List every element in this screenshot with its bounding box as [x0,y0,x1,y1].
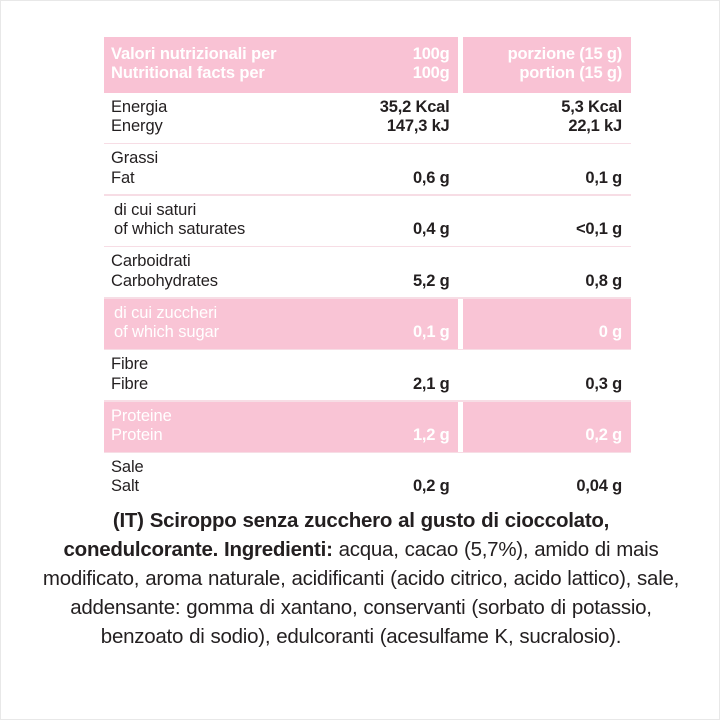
row-line-english [111,117,450,136]
row-portion-cell [463,453,631,503]
row-line-english [111,272,450,291]
row-value-col2-line1 [618,407,622,426]
table-row [104,299,631,349]
row-portion-line1 [471,201,622,220]
ingredients-heading: (IT) Sciroppo senza zucchero al gusto di cioccolato, conedulcorante. Ingredienti: [63,509,610,562]
header-label-cell [104,37,458,93]
row-line-italian [114,304,450,323]
row-label-cell [104,247,458,297]
row-value-col1-line2: 0,1 g [412,323,450,342]
row-portion-line2 [471,426,622,445]
row-portion-line1 [471,407,622,426]
row-value-col2-line1 [618,201,622,220]
table-row [104,196,631,246]
row-portion-line2 [471,477,622,496]
row-label-cell [104,196,458,246]
row-value-col2-line2: 0,04 g [576,477,622,496]
table-row [104,350,631,400]
row-name-it: Sale [111,458,144,476]
row-label-cell [104,350,458,400]
row-value-col2-line1 [618,304,622,323]
row-line-english [111,477,450,496]
row-name-en: of which saturates [114,220,246,239]
row-label-cell [104,299,458,349]
header-portion-cell [463,37,631,93]
row-value-col2-line2: 0,8 g [585,271,622,290]
row-name-en: Protein [111,426,163,445]
row-value-col1-line2: 147,3 kJ [386,117,450,136]
table-row [104,453,631,503]
row-line-english [111,426,450,445]
nutrition-facts-table [104,37,631,503]
ingredients-text [37,506,685,652]
row-label-cell [104,144,458,194]
table-body [104,93,631,503]
row-line-english [114,323,450,342]
table-header-row [104,37,631,93]
row-value-col2-line2: 22,1 kJ [568,117,622,136]
row-value-col1-line2: 0,6 g [412,168,450,187]
row-portion-line1 [471,98,622,117]
row-name-en: Fat [111,168,135,187]
table-row [104,93,631,143]
row-portion-line2 [471,117,622,136]
row-value-col2-line1: 5,3 Kcal [561,97,622,116]
header-label-it: Valori nutrizionali per [111,45,277,63]
header-label-en: Nutritional facts per [111,64,265,83]
row-portion-line2 [471,220,622,239]
row-label-cell [104,453,458,503]
row-value-col2-line2: <0,1 g [575,220,622,239]
row-value-col2-line1 [618,252,622,271]
row-portion-line2 [471,375,622,394]
header-col1-en: 100g [412,64,450,83]
row-line-italian [111,458,450,477]
row-value-col2-line2: 0,2 g [585,426,622,445]
table-row [104,402,631,452]
row-line-italian [111,252,450,271]
row-line-english [114,220,450,239]
row-value-col1-line2: 1,2 g [412,426,450,445]
row-name-en: of which sugar [114,323,219,342]
row-line-italian [111,355,450,374]
row-value-col1-line2: 2,1 g [412,374,450,393]
row-portion-cell [463,402,631,452]
row-line-italian [111,98,450,117]
row-name-it: di cui saturi [114,200,197,219]
row-value-col2-line1 [618,149,622,168]
header-line-italian [111,45,450,64]
row-value-col1-line2: 0,4 g [412,220,450,239]
row-name-it: di cui zuccheri [114,303,218,322]
row-line-english [111,375,450,394]
row-line-italian [111,407,450,426]
table-row [104,144,631,194]
row-name-it: Energia [111,97,168,116]
row-label-cell [104,93,458,143]
ingredients-list: acqua, cacao (5,7%), amido di mais modificato, aroma naturale, acidificanti (acido citrico, acido lattico), sale, addensante: gomma di xantano, conservanti (sorbato di potassio, benzoato di sodio), edulcoranti (acesulfame K, sucralosio). [42,538,680,649]
row-portion-cell [463,247,631,297]
row-portion-cell [463,299,631,349]
row-value-col2-line2: 0,3 g [585,374,622,393]
row-value-col1-line2: 5,2 g [412,271,450,290]
row-portion-cell [463,93,631,143]
header-line-english [111,64,450,83]
row-value-col2-line2: 0,1 g [585,168,622,187]
row-portion-line1 [471,304,622,323]
row-value-col1-line1: 35,2 Kcal [379,97,450,116]
row-name-it: Carboidrati [111,252,191,271]
row-name-en: Carbohydrates [111,271,218,290]
row-portion-cell [463,350,631,400]
row-line-italian [111,149,450,168]
row-line-italian [114,201,450,220]
row-value-col2-line1 [618,355,622,374]
row-name-it: Proteine [111,406,172,425]
row-value-col1-line2: 0,2 g [412,477,450,496]
row-name-en: Salt [111,477,140,496]
row-name-en: Fibre [111,374,149,393]
row-value-col2-line2: 0 g [598,323,622,342]
header-col1-it: 100g [412,45,450,63]
row-name-it: Grassi [111,149,159,168]
row-portion-line2 [471,323,622,342]
row-portion-cell [463,196,631,246]
row-value-col2-line1 [618,458,622,477]
header-portion-line-english [471,64,622,83]
table-row [104,247,631,297]
row-line-english [111,169,450,188]
row-portion-line2 [471,272,622,291]
header-col2-it: porzione (15 g) [507,45,622,63]
row-portion-line1 [471,355,622,374]
row-portion-cell [463,144,631,194]
row-portion-line1 [471,252,622,271]
row-name-en: Energy [111,117,163,136]
row-portion-line1 [471,149,622,168]
header-portion-line-italian [471,45,622,64]
header-col2-en: portion (15 g) [519,64,622,83]
row-portion-line1 [471,458,622,477]
row-portion-line2 [471,169,622,188]
row-label-cell [104,402,458,452]
row-name-it: Fibre [111,355,149,374]
